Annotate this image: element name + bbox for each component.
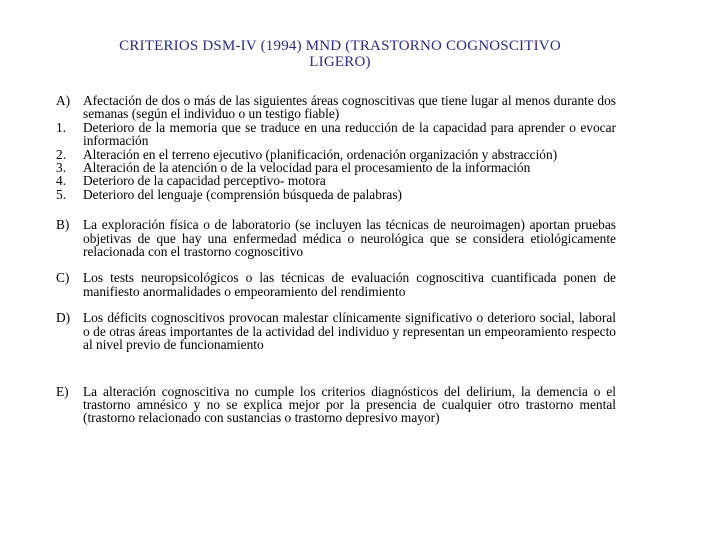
list-item: [56, 174, 616, 187]
title-line-2: LIGERO): [309, 54, 371, 70]
list-item-number: 2.: [56, 146, 67, 162]
criterion-d-text: Los déficits cognoscitivos provocan malestar clínicamente significativo o deterioro social, laboral o de otras áreas importantes de la actividad del individuo y representan un empeoramiento respecto al nivel previo de funcionamiento: [83, 310, 616, 353]
criterion-d: [56, 311, 616, 351]
spacer: [56, 201, 616, 218]
title-line-1: CRITERIOS DSM-IV (1994) MND (TRASTORNO COGNOSCITIVO: [119, 38, 561, 54]
list-item-text: Alteración en el terreno ejecutivo (planificación, ordenación organización y abstracción): [83, 146, 558, 162]
criterion-a-text: Afectación de dos o más de las siguientes áreas cognoscitivas que tiene lugar al menos durante dos semanas (según el individuo o un testigo fiable): [83, 93, 616, 122]
list-item-text: Alteración de la atención o de la velocidad para el procesamiento de la información: [83, 160, 531, 176]
list-item-text: Deterioro del lenguaje (comprensión búsqueda de palabras): [83, 186, 403, 202]
criterion-c: [56, 271, 616, 298]
criterion-d-marker: D): [56, 310, 71, 326]
list-item-text: Deterioro de la capacidad perceptivo- motora: [83, 173, 326, 189]
criterion-e: [56, 385, 616, 425]
criterion-b-text: La exploración física o de laboratorio (se incluyen las técnicas de neuroimagen) aportan pruebas objetivas de que hay una enfermedad médica o neurológica que se considera etiológicamente relacionada con el trastorno cognoscitivo: [83, 217, 616, 260]
criterion-e-text: La alteración cognoscitiva no cumple los criterios diagnósticos del delirium, la demencia o el trastorno amnésico y no se explica mejor por la presencia de cualquier otro trastorno mental (trastorno relacionado con sustancias o trastorno depresivo mayor): [83, 383, 616, 426]
page-title: [40, 38, 640, 70]
criteria-list: [56, 94, 616, 425]
list-item-text: Deterioro de la memoria que se traduce en una reducción de la capacidad para aprender o evocar información: [83, 119, 616, 149]
criterion-c-marker: C): [56, 270, 70, 286]
criterion-b: [56, 218, 616, 258]
list-item: [56, 188, 616, 201]
list-item: [56, 161, 616, 174]
criterion-b-marker: B): [56, 217, 70, 233]
list-item-number: 3.: [56, 160, 67, 176]
criterion-a-marker: A): [56, 93, 71, 108]
list-item-number: 4.: [56, 173, 67, 189]
list-item: [56, 121, 616, 148]
criterion-e-marker: E): [56, 383, 69, 399]
list-item-number: 5.: [56, 186, 67, 202]
list-item: [56, 148, 616, 161]
spacer: [56, 352, 616, 385]
criterion-c-text: Los tests neuropsicológicos o las técnicas de evaluación cognoscitiva cuantificada ponen de manifiesto anormalidades o empeoramiento del rendimiento: [83, 270, 616, 299]
criterion-a-sublist: [56, 121, 616, 201]
list-item-number: 1.: [56, 119, 67, 135]
criterion-a: [56, 94, 616, 121]
